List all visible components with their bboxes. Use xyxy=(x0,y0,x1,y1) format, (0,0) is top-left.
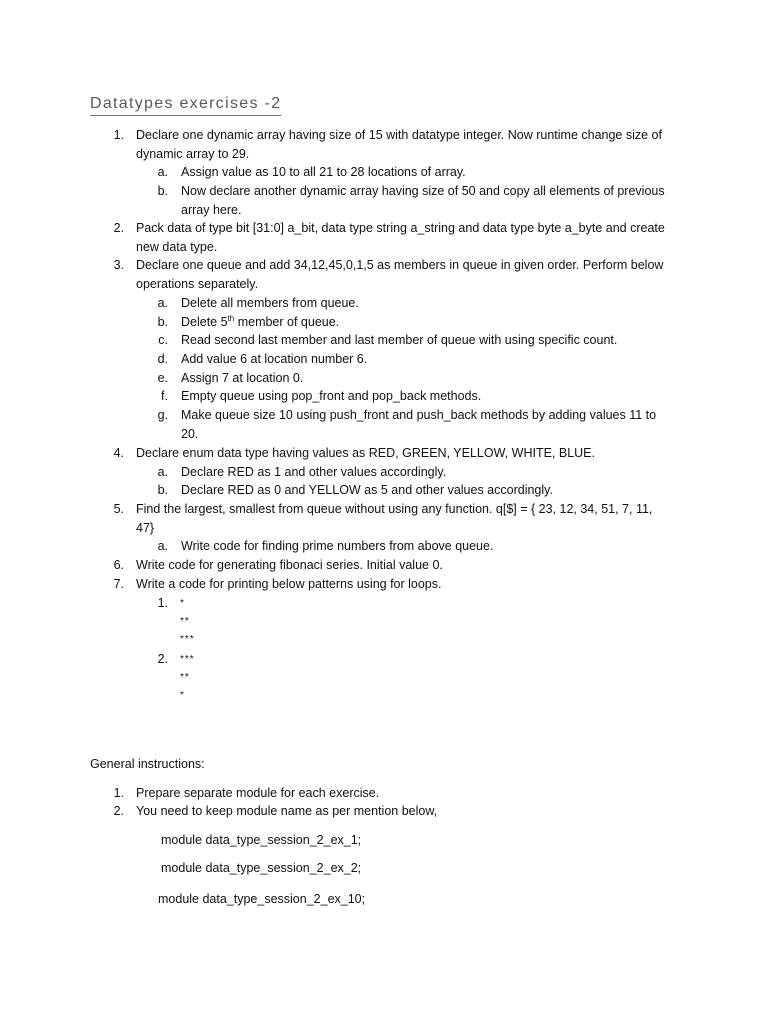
pattern-row: ** xyxy=(180,672,190,683)
sub-label: b. xyxy=(157,184,168,198)
sub-text: Now declare another dynamic array having size of 50 and copy all elements of previous xyxy=(181,184,665,198)
sub-text: Declare RED as 1 and other values accordingly. xyxy=(181,465,447,479)
ordinal-suffix: th xyxy=(227,313,235,323)
exercise-number: 5. xyxy=(113,502,124,516)
pattern-number: 2. xyxy=(157,652,168,666)
module-name-line: module data_type_session_2_ex_1; xyxy=(161,833,362,847)
exercise-number: 7. xyxy=(113,577,124,591)
exercise-text: Find the largest, smallest from queue without using any function. q[$] = { 23, 12, 34, 51, 7, 11, xyxy=(136,502,653,516)
sub-text: 20. xyxy=(181,427,199,441)
sub-text: Delete all members from queue. xyxy=(181,296,359,310)
sub-text: Assign 7 at location 0. xyxy=(181,371,304,385)
exercise-text: 47} xyxy=(136,521,155,535)
instruction-number: 1. xyxy=(113,786,124,800)
exercise-text: new data type. xyxy=(136,240,218,254)
sub-text: Empty queue using pop_front and pop_back methods. xyxy=(181,389,482,403)
exercise-text: Declare one dynamic array having size of 15 with datatype integer. Now runtime change size of xyxy=(136,128,662,142)
sub-label: c. xyxy=(158,333,168,347)
page-title: Datatypes exercises -2 xyxy=(90,94,281,116)
sub-label: a. xyxy=(157,165,168,179)
sub-label: e. xyxy=(157,371,168,385)
module-name-line: module data_type_session_2_ex_10; xyxy=(158,892,366,906)
sub-text: Assign value as 10 to all 21 to 28 locations of array. xyxy=(181,165,466,179)
pattern-number: 1. xyxy=(157,596,168,610)
sub-label: b. xyxy=(157,315,168,329)
exercise-text: Write code for generating fibonaci series. Initial value 0. xyxy=(136,558,443,572)
sub-label: a. xyxy=(157,465,168,479)
sub-label: f. xyxy=(161,389,168,403)
pattern-row: *** xyxy=(180,634,195,645)
sub-label: a. xyxy=(157,539,168,553)
pattern-row: *** xyxy=(180,654,195,665)
pattern-row: * xyxy=(180,598,185,609)
sub-label: d. xyxy=(157,352,168,366)
pattern-row: ** xyxy=(180,616,190,627)
exercise-text: Write a code for printing below patterns using for loops. xyxy=(136,577,442,591)
exercise-text: dynamic array to 29. xyxy=(136,147,250,161)
sub-text: Make queue size 10 using push_front and push_back methods by adding values 11 to xyxy=(181,408,657,422)
sub-text-post: member of queue. xyxy=(234,315,340,329)
sub-text xyxy=(181,313,339,332)
sub-text: Read second last member and last member of queue with using specific count. xyxy=(181,333,618,347)
general-instructions-heading: General instructions: xyxy=(90,757,205,771)
sub-text-pre: Delete 5 xyxy=(181,315,228,329)
exercise-number: 2. xyxy=(113,221,124,235)
sub-label: g. xyxy=(157,408,168,422)
sub-text: array here. xyxy=(181,203,242,217)
exercise-text: Pack data of type bit [31:0] a_bit, data type string a_string and data type byte a_byte and create xyxy=(136,221,665,235)
exercise-text: operations separately. xyxy=(136,277,259,291)
pattern-row: * xyxy=(180,690,185,701)
exercise-number: 4. xyxy=(113,446,124,460)
exercise-text: Declare enum data type having values as RED, GREEN, YELLOW, WHITE, BLUE. xyxy=(136,446,595,460)
instruction-number: 2. xyxy=(113,804,124,818)
exercise-text: Declare one queue and add 34,12,45,0,1,5 as members in queue in given order. Perform below xyxy=(136,258,664,272)
exercise-number: 6. xyxy=(113,558,124,572)
sub-label: b. xyxy=(157,483,168,497)
sub-text: Add value 6 at location number 6. xyxy=(181,352,368,366)
exercise-number: 3. xyxy=(113,258,124,272)
instruction-text: You need to keep module name as per mention below, xyxy=(136,804,438,818)
sub-text: Write code for finding prime numbers from above queue. xyxy=(181,539,494,553)
instruction-text: Prepare separate module for each exercise. xyxy=(136,786,380,800)
module-name-line: module data_type_session_2_ex_2; xyxy=(161,861,362,875)
sub-text: Declare RED as 0 and YELLOW as 5 and other values accordingly. xyxy=(181,483,553,497)
exercise-number: 1. xyxy=(113,128,124,142)
sub-label: a. xyxy=(157,296,168,310)
